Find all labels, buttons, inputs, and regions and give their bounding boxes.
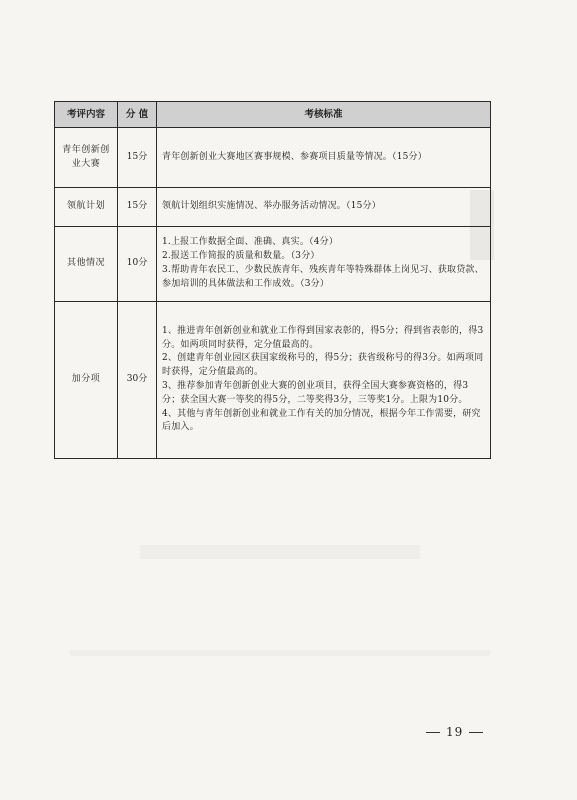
page-number (420, 725, 489, 739)
score-cell: 10分 (118, 227, 157, 302)
table-row (55, 128, 491, 188)
item-cell: 青年创新创业大赛 (55, 128, 118, 188)
item-cell: 其他情况 (55, 227, 118, 302)
standard-line: 3.帮助青年农民工、少数民族青年、残疾青年等特殊群体上岗见习、获取贷款、参加培训的具体做法和工作成效。（3分） (162, 265, 484, 289)
evaluation-table (54, 101, 491, 459)
header-standard: 考核标准 (157, 102, 491, 128)
table-row (55, 227, 491, 302)
table-row (55, 302, 491, 459)
standard-line: 青年创新创业大赛地区赛事规模、参赛项目质量等情况。（15分） (162, 151, 427, 162)
header-item: 考评内容 (55, 102, 118, 128)
standard-cell (157, 188, 491, 227)
score-cell: 30分 (118, 302, 157, 459)
standard-line: 1、推进青年创新创业和就业工作得到国家表彰的，得5分；得到省表彰的，得3分。如两项同时获得，定分值最高的。 (162, 325, 484, 350)
table-header-row (55, 102, 491, 128)
standard-cell (157, 302, 491, 459)
standard-line: 3、推荐参加青年创新创业大赛的创业项目，获得全国大赛参赛资格的，得3分；获全国大赛一等奖的得5分，二等奖得3分，三等奖1分。上限为10分。 (162, 381, 469, 405)
standard-cell (157, 128, 491, 188)
item-cell: 加分项 (55, 302, 118, 459)
standard-line: 2、创建青年创业园区获国家级称号的，得5分；获省级称号的得3分。如两项同时获得，定分值最高的。 (162, 353, 484, 378)
standard-line: 领航计划组织实施情况、举办服务活动情况。（15分） (162, 201, 381, 212)
score-cell: 15分 (118, 188, 157, 227)
dash-right (469, 732, 483, 733)
standard-cell (157, 227, 491, 302)
background-shadow (70, 650, 490, 656)
dash-left (426, 732, 440, 733)
standard-line: 1.上报工作数据全面、准确、真实。（4分） (162, 237, 339, 248)
score-cell: 15分 (118, 128, 157, 188)
page-number-text: 19 (446, 725, 464, 739)
background-shadow (140, 545, 420, 559)
header-score: 分 值 (118, 102, 157, 128)
standard-line: 2.报送工作简报的质量和数量。（3分） (162, 251, 320, 262)
standard-line: 4、其他与青年创新创业和就业工作有关的加分情况，根据今年工作需要，研究后加入。 (162, 408, 481, 433)
item-cell: 领航计划 (55, 188, 118, 227)
table-row (55, 188, 491, 227)
